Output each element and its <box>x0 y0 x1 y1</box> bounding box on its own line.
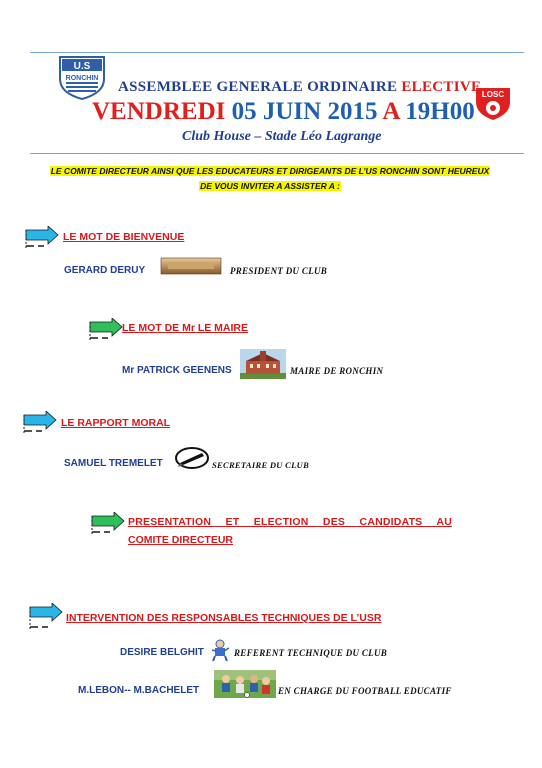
speaker-role: EN CHARGE DU FOOTBALL EDUCATIF <box>278 686 452 696</box>
speaker-name: Mr PATRICK GEENENS <box>122 365 232 376</box>
club-logo <box>56 55 108 101</box>
pen-icon <box>174 445 210 471</box>
invitation-text <box>40 164 500 194</box>
event-venue: Club House – Stade Léo Lagrange <box>182 129 382 144</box>
arrow-icon <box>22 226 60 252</box>
arrow-icon <box>20 411 58 437</box>
speaker-name: DESIRE BELGHIT <box>120 647 204 658</box>
agenda-item-title: LE MOT DE Mr LE MAIRE <box>122 322 248 334</box>
agenda-item-title: LE MOT DE BIENVENUE <box>63 231 185 243</box>
top-divider <box>30 52 524 53</box>
speaker-name: SAMUEL TREMELET <box>64 458 163 469</box>
invitation-line-1: LE COMITE DIRECTEUR AINSI QUE LES EDUCATEURS ET DIRIGEANTS DE L’US RONCHIN SONT HEUREUX <box>50 166 490 176</box>
speaker-name: GERARD DERUY <box>64 265 146 276</box>
kids-football-image <box>214 670 276 698</box>
svg-text:LOSC: LOSC <box>481 90 505 99</box>
svg-text:RONCHIN: RONCHIN <box>65 75 99 82</box>
arrow-icon <box>86 318 124 344</box>
event-date: VENDREDI 05 JUIN 2015 A 19H00 <box>92 98 475 125</box>
town-hall-image <box>240 349 286 379</box>
speaker-role: SECRETAIRE DU CLUB <box>212 460 310 470</box>
speaker-name: M.LEBON-- M.BACHELET <box>78 685 200 696</box>
coach-icon <box>208 638 232 662</box>
header-divider <box>30 153 524 154</box>
svg-text:U.S: U.S <box>73 61 91 72</box>
event-title: ASSEMBLEE GENERALE ORDINAIRE ELECTIVE <box>118 79 482 95</box>
speaker-role: REFERENT TECHNIQUE DU CLUB <box>234 648 388 658</box>
agenda-item-title: PRESENTATION ET ELECTION DES CANDIDATS AU <box>128 516 452 528</box>
agenda-item-title: LE RAPPORT MORAL <box>61 417 171 429</box>
arrow-icon <box>88 512 126 538</box>
arrow-icon <box>26 603 64 633</box>
speaker-role: PRESIDENT DU CLUB <box>230 266 328 276</box>
invitation-line-2: DE VOUS INVITER A ASSISTER A : <box>200 181 340 191</box>
agenda-item-title: INTERVENTION DES RESPONSABLES TECHNIQUES DE L’USR <box>66 612 382 624</box>
agenda-item-title-continued: COMITE DIRECTEUR <box>128 534 233 546</box>
nameplate-image <box>160 256 222 276</box>
speaker-role: MAIRE DE RONCHIN <box>290 366 384 376</box>
